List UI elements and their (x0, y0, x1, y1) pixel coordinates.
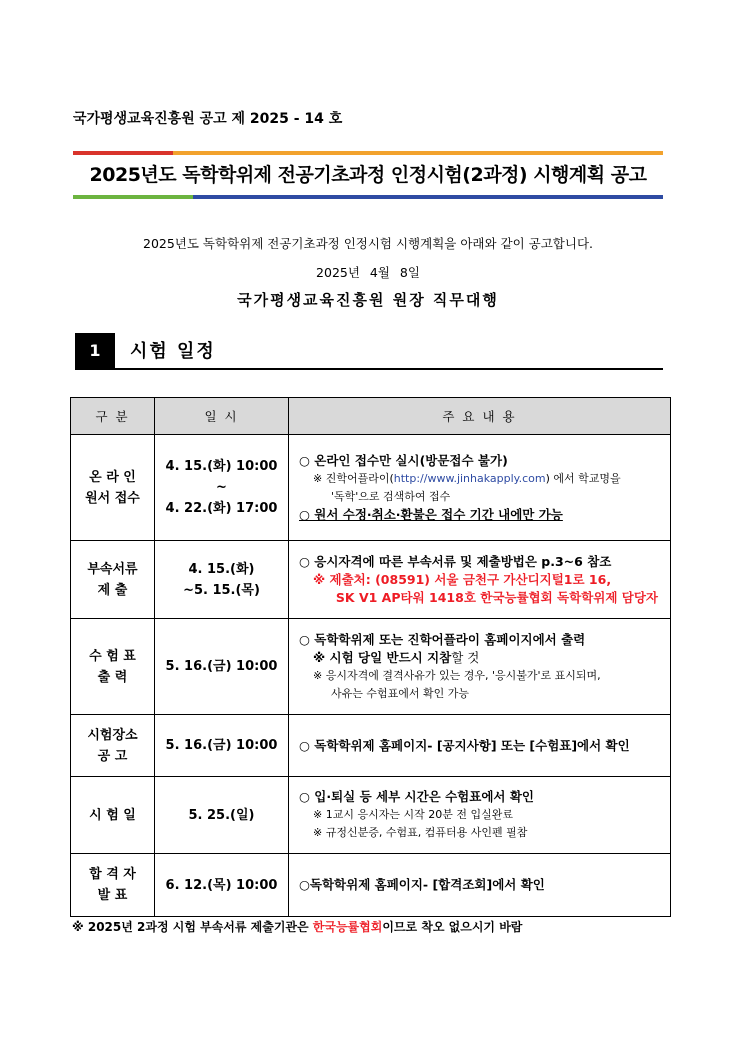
row-category: 시 험 일 (71, 777, 155, 854)
section-number-badge: 1 (75, 333, 115, 368)
table-row (71, 435, 671, 541)
footnote: ※ 2025년 2과정 시험 부속서류 제출기관은 한국능률협회이므로 착오 없으시기 바람 (72, 920, 523, 934)
row-content: ○ 독학학위제 또는 진학어플라이 홈페이지에서 출력 ※ 시험 당일 반드시 지참할 것 ※ 응시자격에 결격사유가 있는 경우, '응시불가'로 표시되며, 사유는 수험표에서 확인 가능 (289, 619, 671, 715)
row-datetime: 5. 25.(일) (155, 777, 289, 854)
signer: 국가평생교육진흥원 원장 직무대행 (237, 291, 499, 309)
row-category: 합 격 자 발 표 (71, 854, 155, 917)
row-content: ○독학학위제 홈페이지- [합격조회]에서 확인 (289, 854, 671, 917)
section-underline (75, 368, 663, 370)
table-row (71, 777, 671, 854)
footnote-highlight: 한국능률협회 (312, 920, 383, 934)
row-content: ○ 독학학위제 홈페이지- [공지사항] 또는 [수험표]에서 확인 (289, 715, 671, 777)
intro-text: 2025년도 독학학위제 전공기초과정 인정시험 시행계획을 아래와 같이 공고합니다. (143, 236, 593, 251)
table-row (71, 541, 671, 619)
row-content: ○ 응시자격에 따른 부속서류 및 제출방법은 p.3~6 참조 ※ 제출처: (08591) 서울 금천구 가산디지털1로 16, SK V1 AP타워 1418호 한국능률협회 독학학위제 담당자 (289, 541, 671, 619)
table-row (71, 715, 671, 777)
section-title: 시험 일정 (130, 341, 216, 362)
row-category: 수 험 표 출 력 (71, 619, 155, 715)
row-category: 부속서류 제 출 (71, 541, 155, 619)
title-bottom-bar-green (73, 195, 193, 199)
title-top-bar-red (73, 151, 173, 155)
table-row (71, 619, 671, 715)
row-category: 시험장소 공 고 (71, 715, 155, 777)
header-datetime: 일 시 (155, 398, 289, 435)
table-row (71, 854, 671, 917)
row-content: ○ 입·퇴실 등 세부 시간은 수험표에서 확인 ※ 1교시 응시자는 시작 20분 전 입실완료 ※ 규정신분증, 수험표, 컴퓨터용 사인펜 필참 (289, 777, 671, 854)
jinhakapply-link[interactable]: http://www.jinhakapply.com (393, 471, 546, 485)
announcement-number: 국가평생교육진흥원 공고 제 2025 - 14 호 (73, 111, 343, 127)
title-top-bar-orange (173, 151, 663, 155)
exam-schedule-table (70, 397, 671, 917)
page-title: 2025년도 독학학위제 전공기초과정 인정시험(2과정) 시행계획 공고 (89, 164, 647, 186)
row-datetime: 4. 15.(화) ~5. 15.(목) (155, 541, 289, 619)
row-content: ○ 온라인 접수만 실시(방문접수 불가) ※ 진학어플라이(http://www.jinhakapply.com) 에서 학교명을 '독학'으로 검색하여 접수 ○ 원서 수정·취소·환불은 접수 기간 내에만 가능 (289, 435, 671, 541)
row-category: 온 라 인 원서 접수 (71, 435, 155, 541)
row-datetime: 4. 15.(화) 10:00 ~ 4. 22.(화) 17:00 (155, 435, 289, 541)
header-category: 구 분 (71, 398, 155, 435)
row-datetime: 5. 16.(금) 10:00 (155, 619, 289, 715)
announcement-date: 2025년 4월 8일 (316, 265, 420, 280)
title-bottom-bar-blue (193, 195, 663, 199)
table-header-row (71, 398, 671, 435)
header-content: 주 요 내 용 (289, 398, 671, 435)
row-datetime: 6. 12.(목) 10:00 (155, 854, 289, 917)
note-line: ※ 진학어플라이(http://www.jinhakapply.com) 에서 학교명을 (313, 471, 621, 485)
row-datetime: 5. 16.(금) 10:00 (155, 715, 289, 777)
